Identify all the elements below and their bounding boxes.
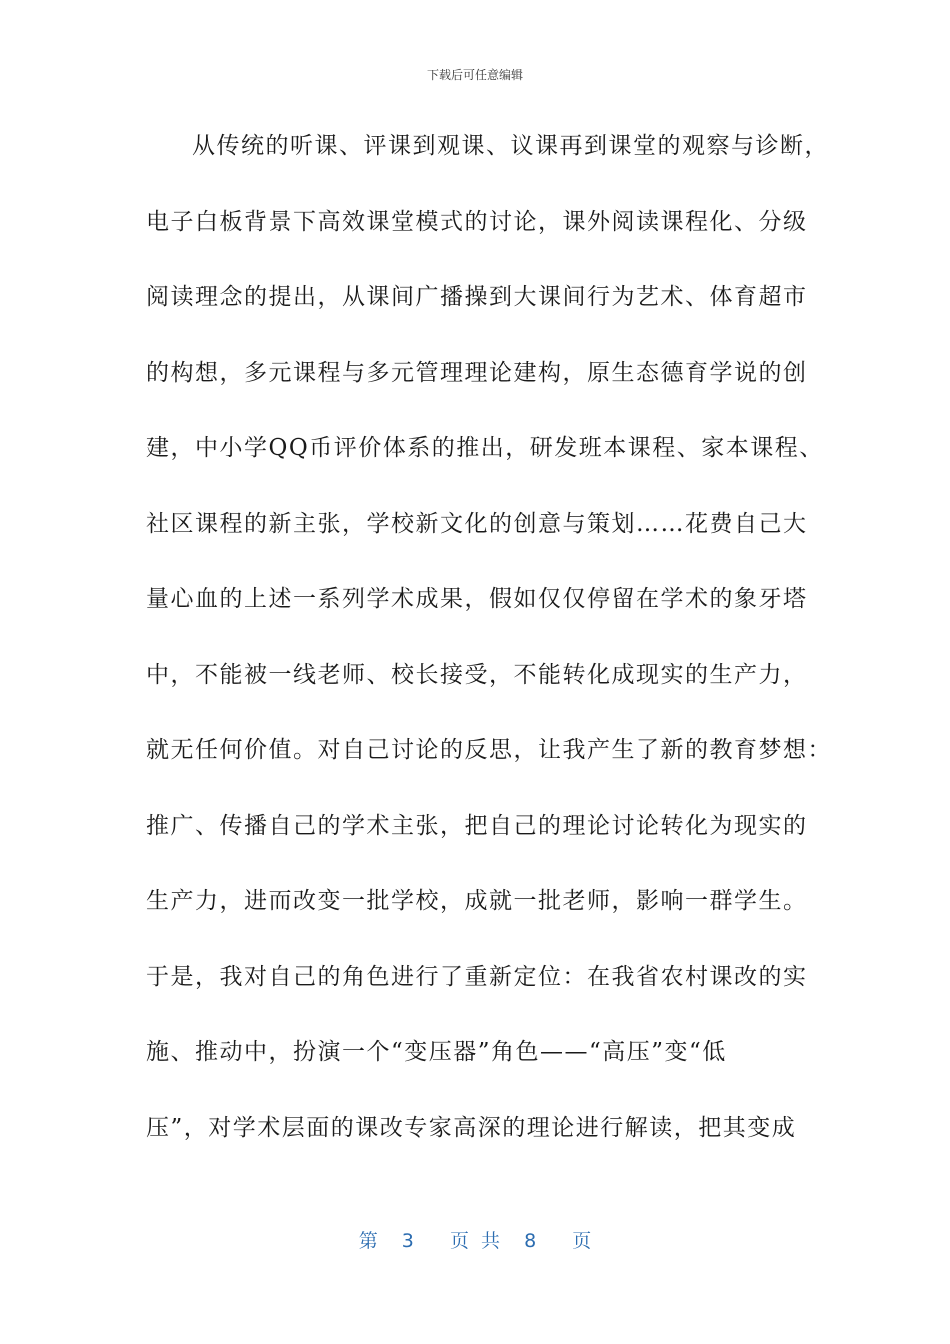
text-line: 就无任何价值。对自己讨论的反思，让我产生了新的教育梦想：	[146, 737, 832, 763]
text-line: 施、推动中，扮演一个“变压器”角色——“高压”变“低	[146, 1039, 727, 1065]
text-line: 的构想，多元课程与多元管理理论建构，原生态德育学说的创	[146, 359, 808, 386]
text-line: 推广、传播自己的学术主张，把自己的理论讨论转化为现实的	[146, 812, 808, 839]
text-line: 于是，我对自己的角色进行了重新定位：在我省农村课改的实	[146, 963, 808, 990]
text-line: 量心血的上述一系列学术成果，假如仅仅停留在学术的象牙塔	[146, 586, 808, 612]
page-number-label: 第 3 页 共 8 页	[358, 1230, 592, 1252]
body-text	[146, 128, 832, 1185]
text-line: 从传统的听课、评课到观课、议课再到课堂的观察与诊断，	[192, 133, 829, 159]
text-line: 建，中小学QQ币评价体系的推出，研发班本课程、家本课程、	[146, 435, 824, 461]
text-line: 中，不能被一线老师、校长接受，不能转化成现实的生产力，	[146, 661, 808, 688]
page-header-note: 下载后可任意编辑	[426, 68, 523, 82]
text-line: 压”，对学术层面的课改专家高深的理论进行解读，把其变成	[146, 1114, 797, 1141]
text-line: 生产力，进而改变一批学校，成就一批老师，影响一群学生。	[146, 888, 808, 914]
page-number-footer	[0, 1226, 950, 1253]
text-line: 阅读理念的提出，从课间广播操到大课间行为艺术、体育超市	[146, 284, 808, 310]
text-line: 社区课程的新主张，学校新文化的创意与策划……花费自己大	[146, 510, 808, 537]
text-line: 电子白板背景下高效课堂模式的讨论，课外阅读课程化、分级	[146, 208, 808, 235]
